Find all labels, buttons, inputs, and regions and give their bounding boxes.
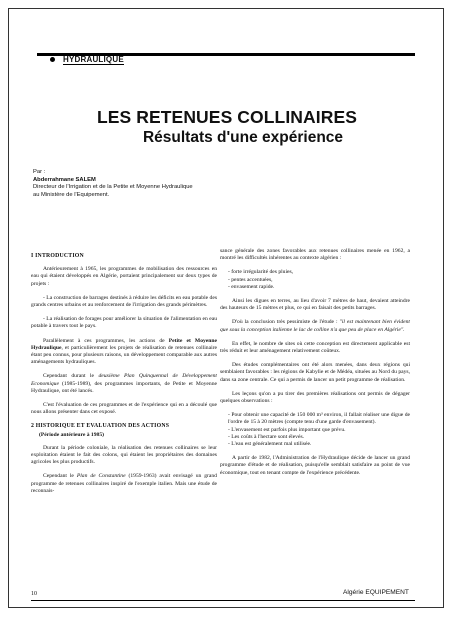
text-run-bold: Petite et Moyenne Hydraulique (31, 337, 217, 351)
list-item: - Pour obtenir une capacité de 150 000 m³ environ, il fallait réaliser une digue de l'ordre de 15 à 20 mètres (compte tenu d'une garde d'envasement). (228, 412, 410, 426)
text-run-italic: Plan de Constantine (76, 473, 126, 480)
list-item: - Les coûts à l'hectare sont élevés. (228, 433, 305, 440)
footer-rule (31, 600, 415, 601)
list-difficulties (220, 269, 410, 291)
paragraph: Les leçons qu'on a pu tirer des premières réalisations ont permis de dégager quelques observations : (220, 390, 410, 405)
section-label (50, 55, 124, 64)
text-run-italic: deuxième Plan Quinquennal de Développement Economique (31, 373, 217, 387)
heading-introduction: I INTRODUCTION (31, 253, 84, 259)
paragraph: - La réalisation de forages pour améliorer la situation de l'alimentation en eau potable à travers tout le pays. (31, 316, 217, 330)
paragraph: A partir de 1982, l'Administration de l'Hydraulique décide de lancer un grand programme d'étude et de réalisation, puisqu'elle semblait satisfaire au point de vue économique, tout en tenant compte de l'expérience précédente. (220, 455, 410, 476)
author-block (33, 169, 193, 199)
list-item: - L'eau est généralement mal utilisée. (228, 441, 312, 448)
text-run: , et particulièrement les projets de réalisation de retenues collinaire étant peu connus, pour plusieurs raisons, un développement comparable aux autres aménagements hydrauliques. (31, 344, 217, 366)
paragraph: Antérieurement à 1965, les programmes de mobilisation des ressources en eau qui étaient développés en Algérie, portaient principalement sur deux types de projets : (31, 266, 217, 287)
paragraph (31, 338, 217, 367)
paragraph: Des études complémentaires ont été alors menées, dans deux régions qui semblaient favorables : les régions de Kabylie et de Médéa, situées au Nord du pays, dans sa zone centrale. Ce qui a permis de lancer un petit programme de réalisation. (220, 362, 410, 383)
right-column (220, 248, 410, 484)
list-item: - pentes accentuées, (228, 276, 273, 283)
paragraph: C'est l'évaluation de ces programmes et de l'expérience qui en a découlé que nous allons présenter dans cet exposé. (31, 402, 217, 416)
paragraph: - La construction de barrages destinés à réduire les déficits en eau potable des grands centres urbains et au renforcement de l'irrigation des grands périmètres. (31, 294, 217, 309)
text-run: Cependant le (43, 473, 77, 480)
paragraph (31, 373, 217, 395)
paragraph: Durant la période coloniale, la réalisation des retenues collinaires se leur exploitation étaient le fait des colons, qui étaient les propriétaires des domaines agricoles les plus productifs. (31, 444, 217, 466)
paragraph (220, 319, 410, 333)
article-title: LES RETENUES COLLINAIRES (96, 107, 358, 127)
paragraph: En effet, le nombre de sites où cette conception est directement applicable est très réduit et leur aménagement relativement coûteux. (220, 340, 410, 355)
author-name: Abderrahmane SALEM (33, 176, 96, 183)
left-column (31, 253, 217, 502)
heading-historique-sub: (Période antérieure à 1985) (39, 431, 104, 438)
list-observations (220, 412, 410, 448)
text-run: Cependant durant le (43, 373, 99, 380)
list-item: - forte irrégularité des pluies, (228, 269, 294, 276)
text-run: (1959-1963) avait envisagé un grand programme de retenues collinaires inspiré de l'exemple italien. Mais une étude de reconnais- (31, 473, 217, 494)
author-par: Par : (33, 169, 46, 175)
paragraph: Ainsi les digues en terres, au lieu d'avoir 7 mètres de haut, devaient atteindre des hauteurs de 15 mètres et plus, ce qui en faisait des petits barrages. (220, 298, 410, 312)
text-run: (1985-1989), des programmes importants, de Petite et Moyenne Hydraulique, ont été lancés. (31, 380, 217, 394)
list-item: - L'envasement est parfois plus important que prévu. (228, 426, 346, 433)
text-run-italic: "il est maintenant bien évident que sous la conception italienne le lac de colline n'a que peu de place en Algérie". (220, 319, 410, 333)
paragraph (31, 473, 217, 495)
author-role-2: au Ministère de l'Equipement. (33, 191, 110, 198)
text-run: D'où la conclusion très pessimiste de l'étude : (232, 319, 340, 326)
article-subtitle: Résultats d'une expérience (142, 129, 344, 146)
text-run: Parallèlement à ces programmes, les actions de (43, 337, 169, 344)
paragraph: sance générale des zones favorables aux retenues collinaires menée en 1962, a montré les difficultés inhérentes au contexte algérien : (220, 248, 410, 262)
page-number: 10 (31, 591, 37, 597)
heading-historique: 2 HISTORIQUE ET EVALUATION DES ACTIONS (31, 423, 170, 430)
section-label-text: HYDRAULIQUE (63, 55, 124, 65)
publication-name: Algérie EQUIPEMENT (343, 589, 409, 596)
bullet-icon (50, 57, 55, 62)
author-role-1: Directeur de l'Irrigation et de la Petite et Moyenne Hydraulique (33, 184, 193, 191)
list-item: - envasement rapide. (228, 283, 275, 290)
